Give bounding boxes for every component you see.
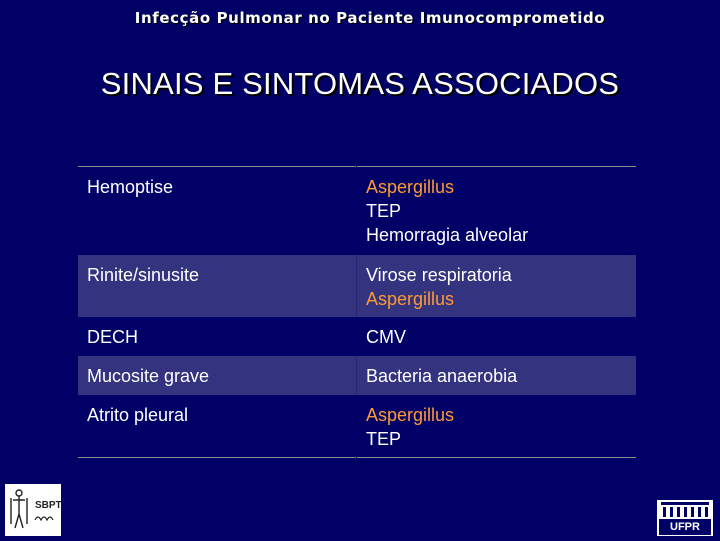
symptoms-table	[78, 166, 636, 458]
cause-line: Hemorragia alveolar	[366, 225, 529, 245]
symptom-cell: Mucosite grave	[78, 356, 357, 395]
slide-header: Infecção Pulmonar no Paciente Imunocomprometido	[134, 9, 606, 27]
cause-line: Aspergillus	[366, 288, 455, 309]
cause-cell	[357, 356, 637, 395]
cause-line: Aspergillus	[366, 177, 455, 197]
ufpr-logo-text: UFPR	[659, 519, 711, 535]
cause-cell	[357, 395, 637, 458]
cause-cell	[357, 317, 637, 356]
ufpr-logo	[657, 500, 713, 536]
cause-line: Aspergillus	[366, 404, 455, 425]
cause-line: TEP	[366, 428, 402, 449]
cause-cell	[357, 255, 637, 317]
symptom-cell: Rinite/sinusite	[78, 255, 357, 317]
table-row	[78, 317, 636, 356]
symptom-cell: Hemoptise	[87, 177, 174, 197]
sbpt-logo-text: SBPT	[35, 500, 61, 511]
cause-line: Bacteria anaerobia	[366, 365, 518, 386]
slide-title: SINAIS E SINTOMAS ASSOCIADOS	[100, 66, 620, 101]
cause-line: CMV	[366, 326, 406, 347]
cause-cell	[357, 167, 637, 255]
table-row	[78, 255, 636, 317]
symptom-cell: Atrito pleural	[87, 404, 189, 425]
sbpt-logo	[5, 484, 61, 536]
cause-line: Virose respiratoria	[366, 264, 512, 285]
cause-line: TEP	[366, 201, 402, 221]
table-row	[78, 356, 636, 395]
symptom-cell: DECH	[87, 326, 139, 347]
table-row	[78, 167, 636, 255]
table-row	[78, 395, 636, 458]
